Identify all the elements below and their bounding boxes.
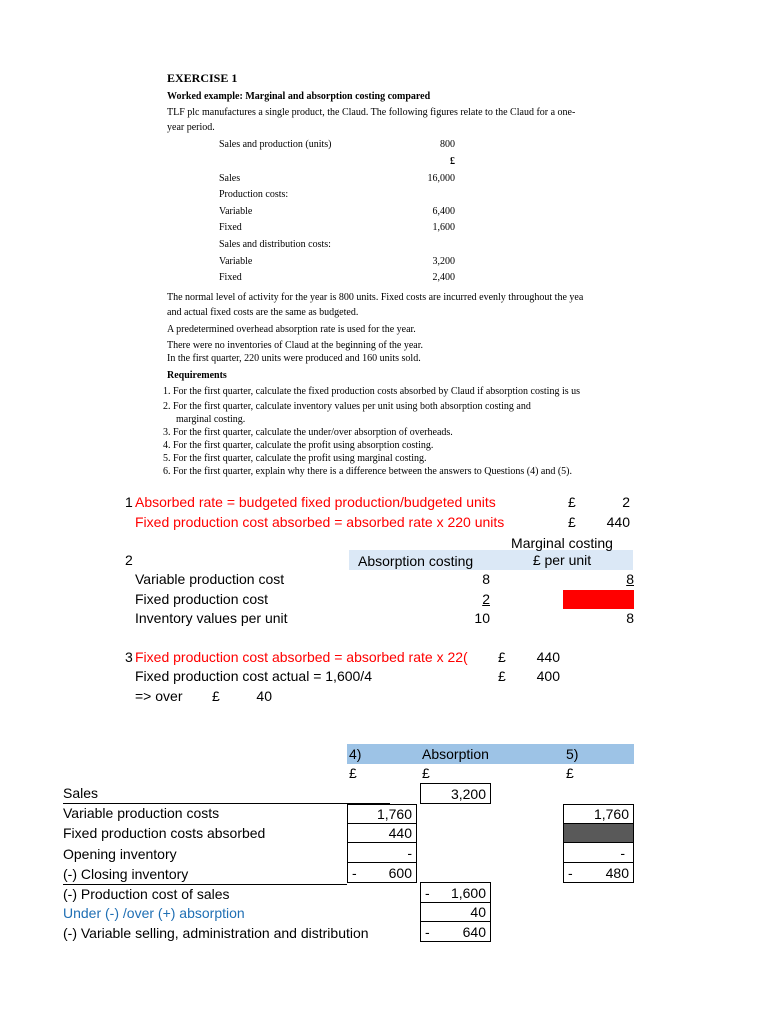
answer-3-over-label: => over bbox=[135, 688, 183, 704]
answer-1-line-1: Absorbed rate = budgeted fixed production/budgeted units bbox=[135, 494, 496, 510]
answer-3-line-2-value: 400 bbox=[536, 668, 560, 684]
pl-cell-total-variable-selling bbox=[420, 921, 491, 942]
units-value: 800 bbox=[440, 139, 455, 150]
pl-value-4-closing: 600 bbox=[388, 865, 412, 881]
inventory-values-marginal: 8 bbox=[626, 610, 634, 626]
variable-production-cost-marginal: 8 bbox=[626, 571, 634, 587]
per-unit-header: £ per unit bbox=[532, 552, 592, 568]
requirement-1: 1. For the first quarter, calculate the fixed production costs absorbed by Claud if absorption costing is us bbox=[163, 386, 581, 397]
pl-cell-5-opening bbox=[563, 842, 634, 863]
answer-2-number: 2 bbox=[125, 552, 133, 568]
pl-cell-4-variable bbox=[347, 804, 417, 824]
answer-3-line-2: Fixed production cost actual = 1,600/4 bbox=[135, 668, 372, 684]
pl-sales-underline bbox=[63, 803, 390, 804]
pl-cell-total-cos bbox=[420, 882, 491, 903]
prod-costs-label: Production costs: bbox=[219, 189, 289, 200]
requirement-6: 6. For the first quarter, explain why there is a difference between the answers to Questions (4) and (5). bbox=[163, 466, 573, 477]
pl-currency-4: £ bbox=[349, 765, 357, 781]
pl-cell-5-variable bbox=[563, 804, 634, 824]
answer-1-line-2: Fixed production cost absorbed = absorbed rate x 220 units bbox=[135, 514, 505, 530]
requirement-5: 5. For the first quarter, calculate the profit using marginal costing. bbox=[163, 453, 427, 464]
para-2: and actual fixed costs are the same as budgeted. bbox=[167, 307, 359, 318]
requirements-title: Requirements bbox=[167, 370, 227, 381]
pl-row-production-cost-of-sales: (-) Production cost of sales bbox=[63, 886, 230, 902]
pl-sign-5-closing: - bbox=[568, 865, 573, 881]
answer-3-line-1-value: 440 bbox=[536, 649, 560, 665]
pl-value-4-variable: 1,760 bbox=[376, 806, 412, 822]
answer-1-line-2-currency: £ bbox=[568, 514, 576, 530]
requirement-3: 3. For the first quarter, calculate the under/over absorption of overheads. bbox=[163, 427, 453, 438]
inventory-values-absorption: 10 bbox=[474, 610, 490, 626]
pl-header-absorption: Absorption bbox=[422, 746, 489, 762]
answer-3-line-2-currency: £ bbox=[498, 668, 506, 684]
pl-header-5: 5) bbox=[566, 746, 579, 762]
pl-row-fixed-production-costs-absorbed: Fixed production costs absorbed bbox=[63, 825, 266, 841]
pl-cell-4-fixed bbox=[347, 823, 417, 843]
pl-currency-5: £ bbox=[566, 765, 574, 781]
pl-value-5-variable: 1,760 bbox=[593, 806, 629, 822]
sd-fix-value: 2,400 bbox=[432, 272, 455, 283]
answer-3-over-value: 40 bbox=[256, 688, 272, 704]
pl-cell-4-opening bbox=[347, 842, 417, 863]
currency-header: £ bbox=[450, 156, 455, 167]
pl-value-total-under-over: 40 bbox=[470, 904, 486, 920]
prod-var-label: Variable bbox=[219, 206, 253, 217]
units-label: Sales and production (units) bbox=[219, 139, 332, 150]
sd-costs-label: Sales and distribution costs: bbox=[219, 239, 331, 250]
answer-1-line-1-currency: £ bbox=[568, 494, 576, 510]
pl-sign-total-variable-selling: - bbox=[425, 924, 430, 940]
pl-value-4-opening: - bbox=[407, 845, 412, 861]
answer-3-over-currency: £ bbox=[212, 688, 220, 704]
pl-cell-5-fixed-dark bbox=[563, 823, 634, 843]
answer-1-line-1-value: 2 bbox=[622, 494, 630, 510]
prod-fix-value: 1,600 bbox=[432, 222, 455, 233]
pl-value-5-closing: 480 bbox=[605, 865, 629, 881]
pl-cell-total-sales bbox=[420, 783, 491, 804]
sd-var-label: Variable bbox=[219, 256, 253, 267]
fixed-production-cost-marginal-red-cell bbox=[563, 590, 634, 609]
sd-var-value: 3,200 bbox=[432, 256, 455, 267]
pl-header-4: 4) bbox=[349, 746, 362, 762]
requirement-4: 4. For the first quarter, calculate the profit using absorption costing. bbox=[163, 440, 434, 451]
pl-value-total-variable-selling: 640 bbox=[462, 924, 486, 940]
pl-cell-total-under-over bbox=[420, 902, 491, 922]
pl-row-variable-selling: (-) Variable selling, administration and distribution bbox=[63, 925, 369, 941]
pl-cell-4-closing bbox=[347, 862, 417, 883]
pl-header-band bbox=[347, 744, 634, 764]
para-5: In the first quarter, 220 units were produced and 160 units sold. bbox=[167, 353, 421, 364]
requirement-2-cont: marginal costing. bbox=[176, 414, 246, 425]
pl-value-total-cos: 1,600 bbox=[450, 885, 486, 901]
fixed-production-cost-label: Fixed production cost bbox=[135, 591, 269, 607]
pl-value-4-fixed: 440 bbox=[388, 825, 412, 841]
pl-closing-underline bbox=[63, 884, 347, 885]
requirement-2: 2. For the first quarter, calculate inventory values per unit using both absorption costing and bbox=[163, 401, 531, 412]
answer-3-number: 3 bbox=[125, 649, 133, 665]
answer-3-line-1-currency: £ bbox=[498, 649, 506, 665]
pl-sign-4-closing: - bbox=[352, 865, 357, 881]
variable-production-cost-absorption: 8 bbox=[482, 571, 490, 587]
pl-row-variable-production-costs: Variable production costs bbox=[63, 805, 220, 821]
answer-1-number: 1 bbox=[125, 494, 133, 510]
pl-row-under-over-absorption: Under (-) /over (+) absorption bbox=[63, 905, 245, 921]
absorption-costing-header: Absorption costing bbox=[358, 553, 474, 569]
exercise-subtitle: Worked example: Marginal and absorption costing compared bbox=[167, 91, 431, 102]
pl-value-total-sales: 3,200 bbox=[450, 786, 486, 802]
answer-1-line-2-value: 440 bbox=[606, 514, 630, 530]
pl-value-5-opening: - bbox=[620, 845, 625, 861]
pl-row-sales: Sales bbox=[63, 785, 99, 801]
prod-fix-label: Fixed bbox=[219, 222, 242, 233]
para-1: The normal level of activity for the year is 800 units. Fixed costs are incurred evenly throughout the yea bbox=[167, 292, 584, 303]
answer-3-line-1: Fixed production cost absorbed = absorbed rate x 22( bbox=[135, 649, 468, 665]
sales-value: 16,000 bbox=[427, 173, 455, 184]
exercise-title: EXERCISE 1 bbox=[167, 71, 238, 85]
pl-currency-absorption: £ bbox=[422, 765, 430, 781]
marginal-costing-header: Marginal costing bbox=[511, 535, 613, 551]
pl-row-opening-inventory: Opening inventory bbox=[63, 846, 177, 862]
inventory-values-label: Inventory values per unit bbox=[135, 610, 288, 626]
pl-row-closing-inventory: (-) Closing inventory bbox=[63, 866, 189, 882]
sales-label: Sales bbox=[219, 173, 241, 184]
para-4: There were no inventories of Claud at the beginning of the year. bbox=[167, 340, 424, 351]
sd-fix-label: Fixed bbox=[219, 272, 242, 283]
fixed-production-cost-absorption: 2 bbox=[482, 591, 490, 607]
prod-var-value: 6,400 bbox=[432, 206, 455, 217]
pl-sign-total-cos: - bbox=[425, 885, 430, 901]
pl-cell-5-closing bbox=[563, 862, 634, 883]
variable-production-cost-label: Variable production cost bbox=[135, 571, 285, 587]
intro-line-1: TLF plc manufactures a single product, the Claud. The following figures relate to the Claud for a one- bbox=[167, 107, 576, 118]
para-3: A predetermined overhead absorption rate is used for the year. bbox=[167, 324, 416, 335]
intro-line-2: year period. bbox=[167, 122, 215, 133]
